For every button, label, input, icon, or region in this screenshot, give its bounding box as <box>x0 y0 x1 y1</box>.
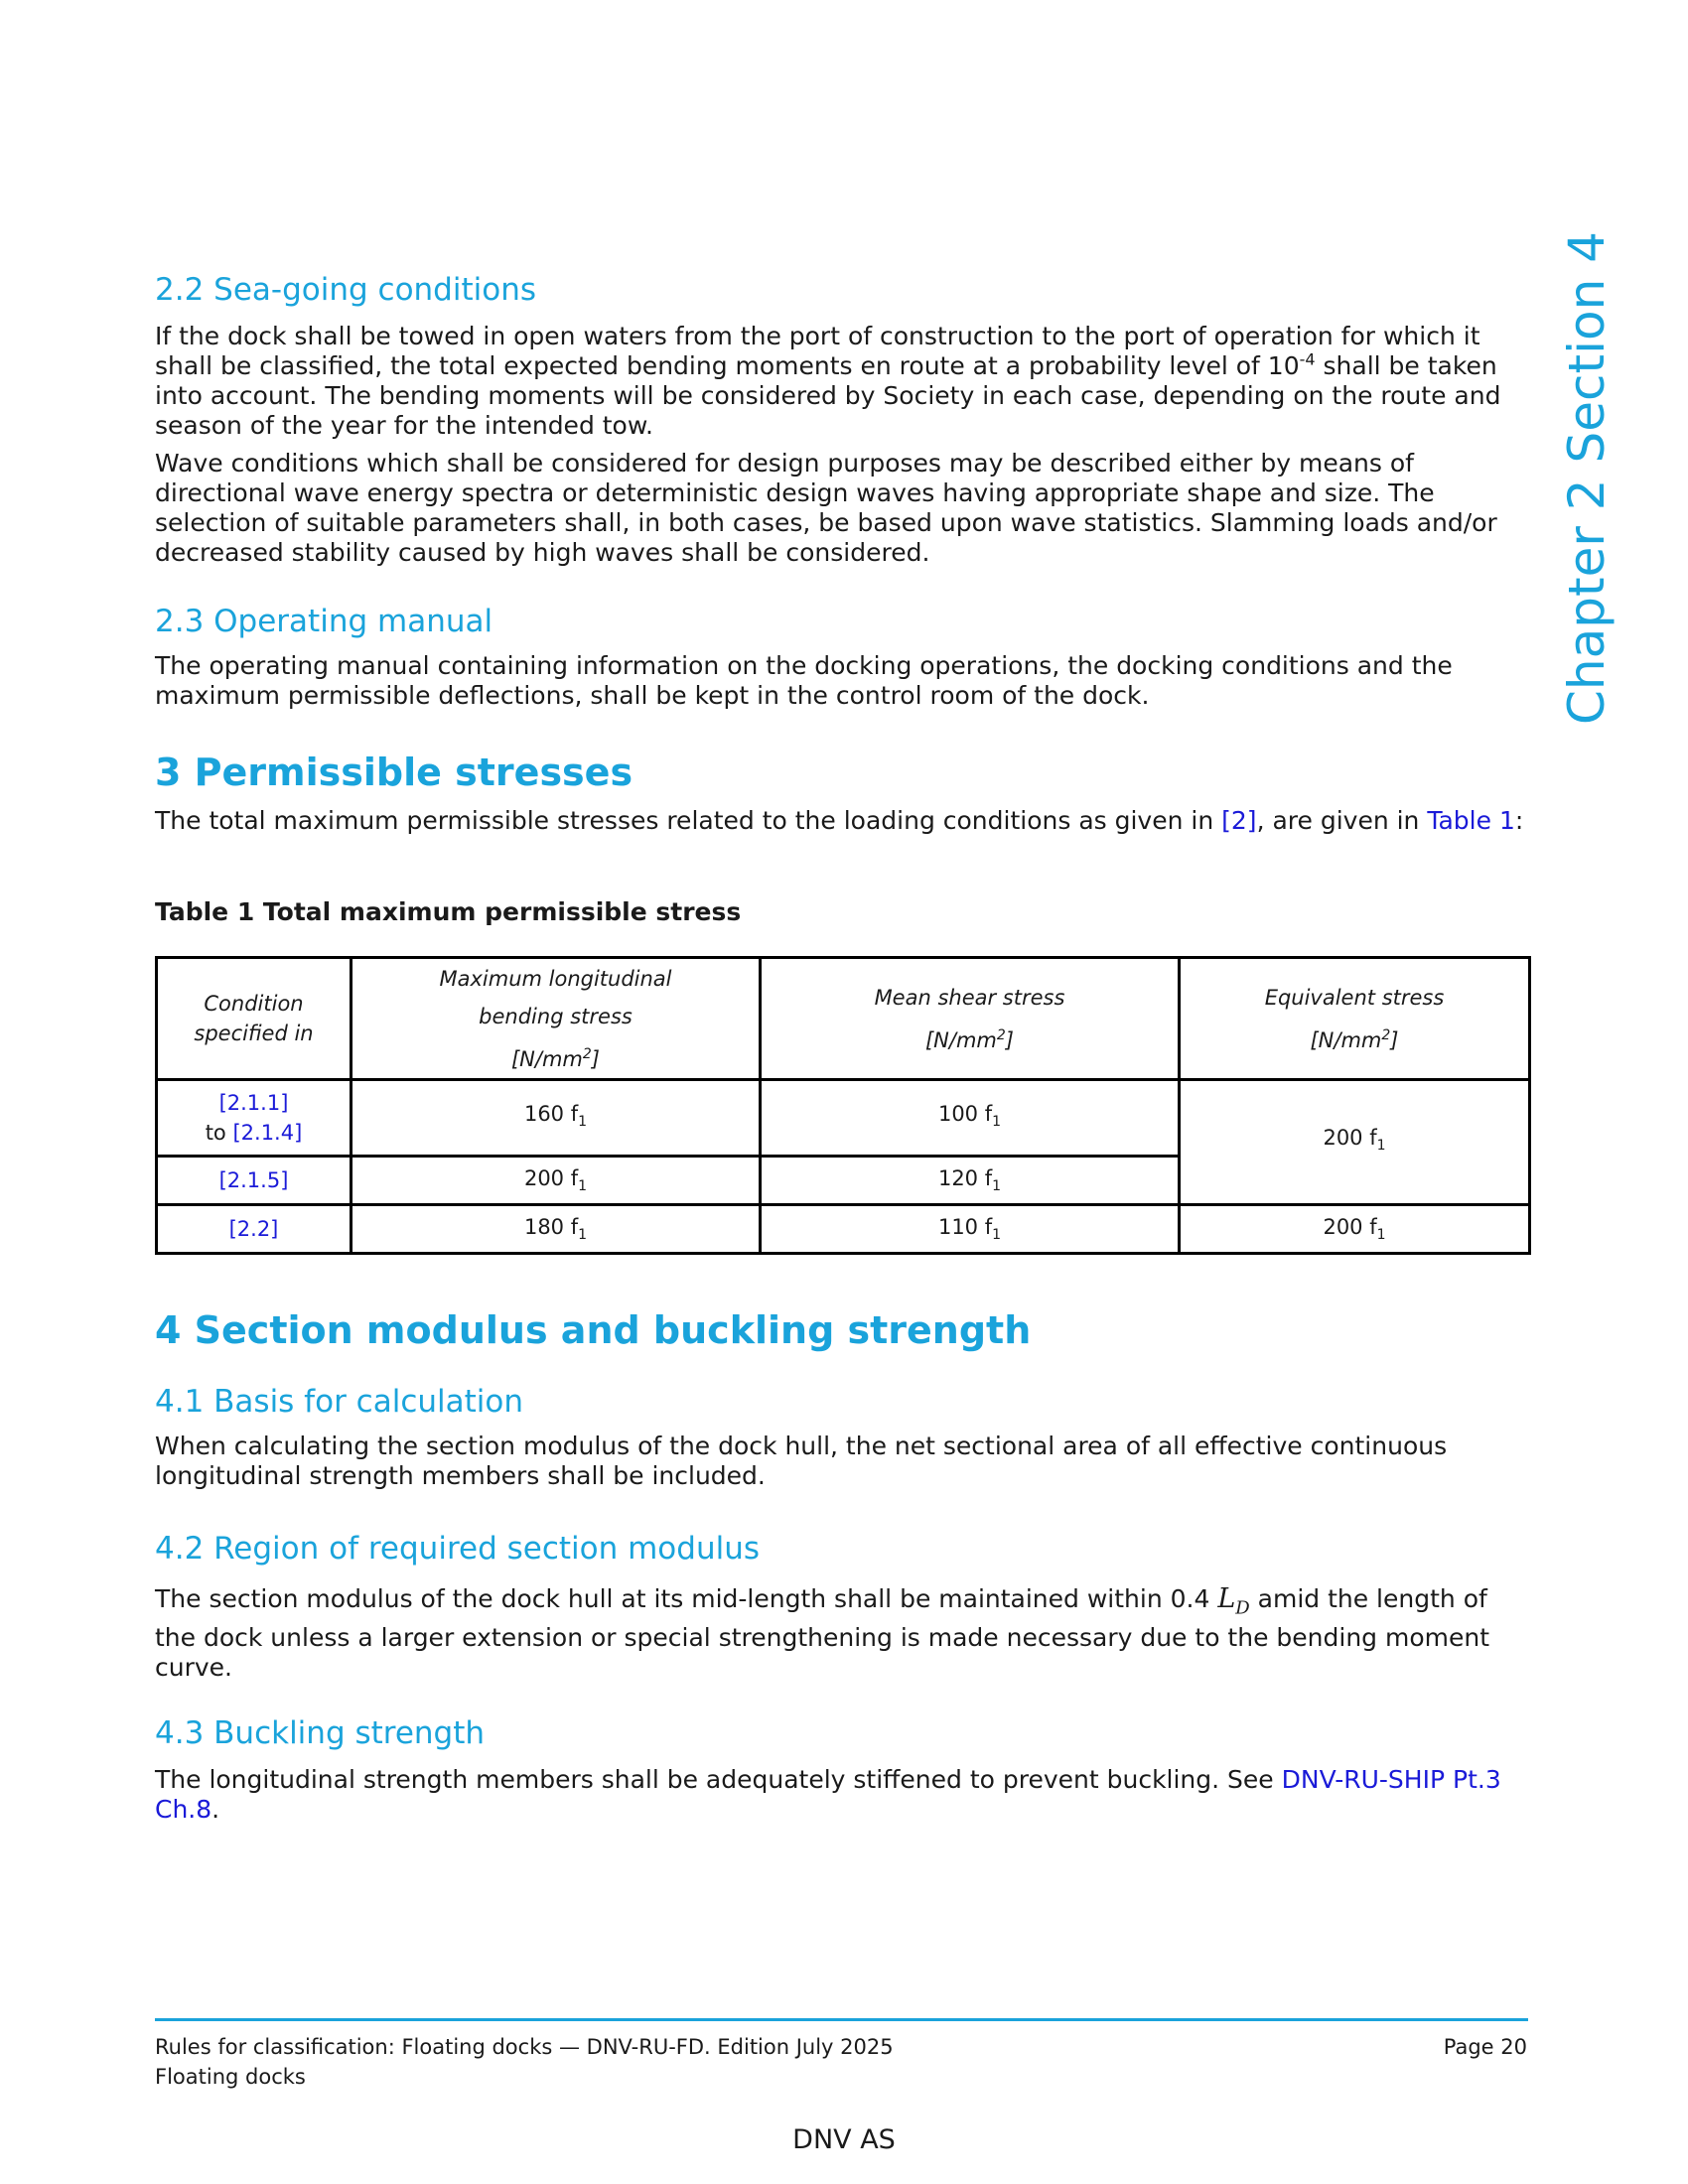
footer-title: Rules for classification: Floating docks — DNV-RU-FD. Edition July 2025 <box>155 2035 894 2059</box>
chapter-section-text: Chapter 2 Section 4 <box>1558 231 1616 725</box>
paragraph-2-2-a: If the dock shall be towed in open waters from the port of construction to the port of operation for which it shall be classified, the total expected bending moments en route at a probability level of $10^{-4}$ shall be taken into account. The bending moments will be considered by Society in each case, depending on the route and season of the year for the intended tow. <box>155 322 1501 440</box>
cell-shear: 110 $f_1$ <box>761 1205 1180 1254</box>
link-dnv-ru-ship[interactable]: DNV-RU-SHIP Pt.3 Ch.8 <box>155 1765 1501 1824</box>
link-2-1-1[interactable]: [2.1.1] <box>218 1091 289 1115</box>
stress-table <box>155 956 1531 1255</box>
heading-4-1: 4.1 Basis for calculation <box>155 1384 524 1420</box>
table-row <box>157 1205 1530 1254</box>
cell-shear: 100 $f_1$ <box>761 1080 1180 1157</box>
table-row <box>157 1080 1530 1157</box>
heading-2-3: 2.3 Operating manual <box>155 604 493 639</box>
paragraph-2-2-b: Wave conditions which shall be considered for design purposes may be described either by means of directional wave energy spectra or deterministic design waves having appropriate shape and size. The selection of suitable parameters shall, in both cases, be based upon wave statistics. Slamming loads and/or decreased stability caused by high waves shall be considered. <box>155 449 1497 567</box>
cell-bending: 200 $f_1$ <box>352 1157 761 1205</box>
paragraph-4-2: The section modulus of the dock hull at its mid-length shall be maintained within 0.4 $L_D$ amid the length of the dock unless a larger extension or special strengthening is made necessary due to the bending moment curve. <box>155 1583 1490 1683</box>
page-number: Page 20 <box>1443 2035 1527 2059</box>
link-table-1[interactable]: Table 1 <box>1427 806 1515 835</box>
paragraph-3: The total maximum permissible stresses related to the loading conditions as given in [2], are given in Table 1: <box>155 806 1524 835</box>
header-condition: Condition specified in <box>157 958 352 1080</box>
heading-4-2: 4.2 Region of required section modulus <box>155 1531 761 1567</box>
link-2-1-4[interactable]: [2.1.4] <box>232 1121 303 1145</box>
table-caption: Table 1 Total maximum permissible stress <box>155 897 742 926</box>
header-shear-stress: Mean shear stress $[N/mm^2]$ <box>761 958 1180 1080</box>
cell-bending: 160 $f_1$ <box>352 1080 761 1157</box>
cell-condition <box>157 1157 352 1205</box>
cell-bending: 180 $f_1$ <box>352 1205 761 1254</box>
exponent: -4 <box>1299 349 1316 369</box>
cell-condition <box>157 1205 352 1254</box>
cell-equivalent: 200 $f_1$ <box>1180 1205 1530 1254</box>
heading-4-3: 4.3 Buckling strength <box>155 1715 486 1751</box>
table-header-row <box>157 958 1530 1080</box>
heading-3: 3 Permissible stresses <box>155 751 633 794</box>
header-equivalent-stress: Equivalent stress $[N/mm^2]$ <box>1180 958 1530 1080</box>
footer-subtitle: Floating docks <box>155 2065 306 2089</box>
paragraph-4-1: When calculating the section modulus of the dock hull, the net sectional area of all effective continuous longitudinal strength members shall be included. <box>155 1432 1448 1490</box>
paragraph-4-3: The longitudinal strength members shall be adequately stiffened to prevent buckling. See DNV-RU-SHIP Pt.3 Ch.8. <box>155 1765 1501 1824</box>
chapter-section-label <box>1557 231 1617 784</box>
cell-shear: 120 $f_1$ <box>761 1157 1180 1205</box>
heading-2-2: 2.2 Sea-going conditions <box>155 272 537 308</box>
link-section-2[interactable]: [2] <box>1221 806 1257 835</box>
cell-condition: [2.1.1] to [2.1.4] <box>157 1080 352 1157</box>
link-2-1-5[interactable]: [2.1.5] <box>218 1168 289 1192</box>
footer-rule <box>155 2018 1528 2021</box>
math-l-d: $L_D$ <box>1217 1583 1250 1619</box>
heading-4: 4 Section modulus and buckling strength <box>155 1308 1032 1352</box>
link-2-2[interactable]: [2.2] <box>228 1217 279 1241</box>
paragraph-2-3: The operating manual containing information on the docking operations, the docking conditions and the maximum permissible deflections, shall be kept in the control room of the dock. <box>155 651 1453 710</box>
header-bending-stress: Maximum longitudinal bending stress $[N/mm^2]$ <box>352 958 761 1080</box>
cell-equivalent: 200 $f_1$ <box>1180 1080 1530 1205</box>
company-name: DNV AS <box>792 2124 896 2155</box>
